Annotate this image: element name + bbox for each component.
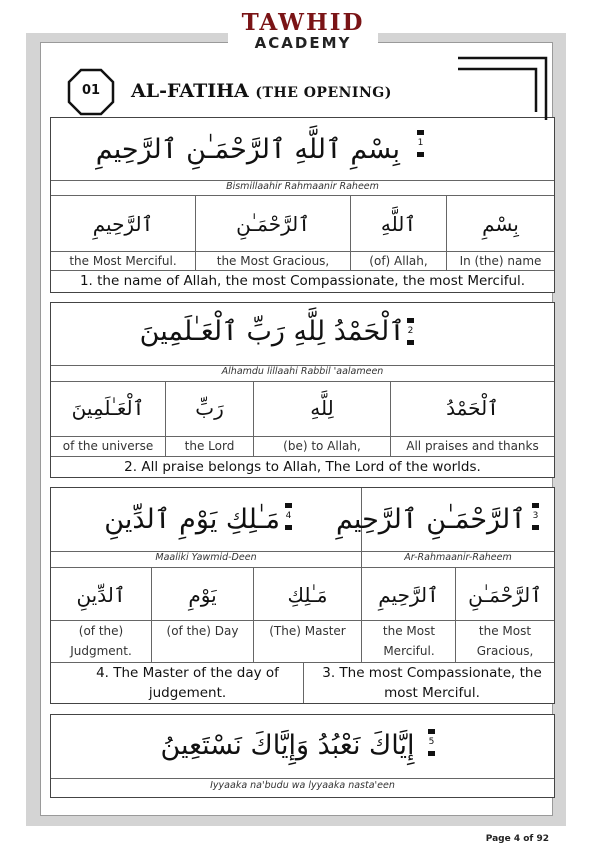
verse-2-word-3-arabic: رَبِّ: [195, 396, 224, 420]
verse-4-translation: 4. The Master of the day of judgement.: [96, 665, 279, 701]
verse-1-arabic: بِسْمِ ٱللَّهِ ٱلرَّحْمَـٰنِ ٱلرَّحِيمِ: [95, 134, 400, 165]
verse-2-marker: 2: [407, 318, 414, 348]
verse-3-marker: 3: [532, 503, 539, 533]
verse-5-marker: 5: [428, 729, 435, 759]
verse-4-word-3-arabic: ٱلدِّينِ: [76, 583, 126, 607]
verse-4-marker: 4: [285, 503, 292, 533]
verse-5-arabic: إِيَّاكَ نَعْبُدُ وَإِيَّاكَ نَسْتَعِينُ: [160, 730, 415, 761]
verse-5-transliteration: Iyyaaka na'budu wa lyyaaka nasta'een: [210, 780, 395, 791]
verse-1-word-1-arabic: بِسْمِ: [482, 212, 519, 236]
verse-1-word-3-meaning: the Most Gracious,: [216, 254, 330, 268]
verse-1-translation: 1. the name of Allah, the most Compassionate, the most Merciful.: [79, 273, 526, 289]
verse-3-word-1-arabic: ٱلرَّحْمَـٰنِ: [468, 583, 542, 607]
verse-3-word-2-arabic: ٱلرَّحِيمِ: [378, 583, 439, 607]
verse-3-arabic: ٱلرَّحْمَـٰنِ ٱلرَّحِيمِ: [335, 504, 526, 535]
verse-4-word-1-meaning: (The) Master: [269, 624, 346, 638]
verse-3-word-1-meaning: the Most Gracious,: [476, 624, 534, 658]
verse-2-word-2-meaning: (be) to Allah,: [283, 439, 361, 453]
verse-2-word-2-arabic: لِلَّهِ: [310, 396, 334, 420]
verse-1-word-1-meaning: In (the) name: [459, 254, 542, 268]
tawhid-academy-logo: TAWHID ACADEMY: [228, 10, 378, 56]
verse-2-translation: 2. All praise belongs to Allah, The Lord of the worlds.: [124, 459, 481, 475]
verse-2-word-3-meaning: the Lord: [184, 439, 235, 453]
verse-4-transliteration: Maaliki Yawmid-Deen: [155, 552, 257, 563]
verse-1-word-2-meaning: (of) Allah,: [369, 254, 428, 268]
corner-decoration: [458, 56, 548, 120]
verse-1-marker: 1: [417, 130, 424, 160]
page-number: Page 4 of 92: [485, 834, 549, 844]
verse-2-arabic: ٱلْحَمْدُ لِلَّهِ رَبِّ ٱلْعَـٰلَمِينَ: [139, 316, 405, 347]
verse-4-word-2-meaning: (of the) Day: [166, 624, 239, 638]
verse-2-word-1-meaning: All praises and thanks: [406, 439, 539, 453]
verse-2-transliteration: Alhamdu lillaahi Rabbil 'aalameen: [221, 366, 384, 377]
verse-1-transliteration: Bismillaahir Rahmaanir Raheem: [226, 181, 379, 192]
verse-4-word-3-meaning: (of the) Judgment.: [70, 624, 132, 658]
verse-3-transliteration: Ar-Rahmaanir-Raheem: [404, 552, 512, 563]
verse-1-word-4-meaning: the Most Merciful.: [69, 254, 177, 268]
chapter-title: AL-FATIHA (THE OPENING): [131, 80, 392, 102]
verse-1-word-2-arabic: ٱللَّهِ: [380, 212, 417, 236]
verse-3-translation: 3. The most Compassionate, the most Merciful.: [322, 665, 542, 701]
verse-4-arabic: مَـٰلِكِ يَوْمِ ٱلدِّينِ: [104, 504, 280, 535]
verse-1-word-4-arabic: ٱلرَّحِيمِ: [92, 212, 154, 236]
verse-4-word-2-arabic: يَوْمِ: [188, 583, 217, 607]
verse-3-word-2-meaning: the Most Merciful.: [382, 624, 436, 658]
verse-4-word-1-arabic: مَـٰلِكِ: [287, 583, 328, 607]
verse-2-word-4-arabic: ٱلْعَـٰلَمِينَ: [71, 396, 145, 420]
verse-2-word-4-meaning: of the universe: [62, 439, 154, 453]
verse-2-word-1-arabic: ٱلْحَمْدُ: [446, 396, 499, 420]
chapter-number: 01: [81, 83, 101, 98]
verse-1-word-3-arabic: ٱلرَّحْمَـٰنِ: [236, 212, 310, 236]
